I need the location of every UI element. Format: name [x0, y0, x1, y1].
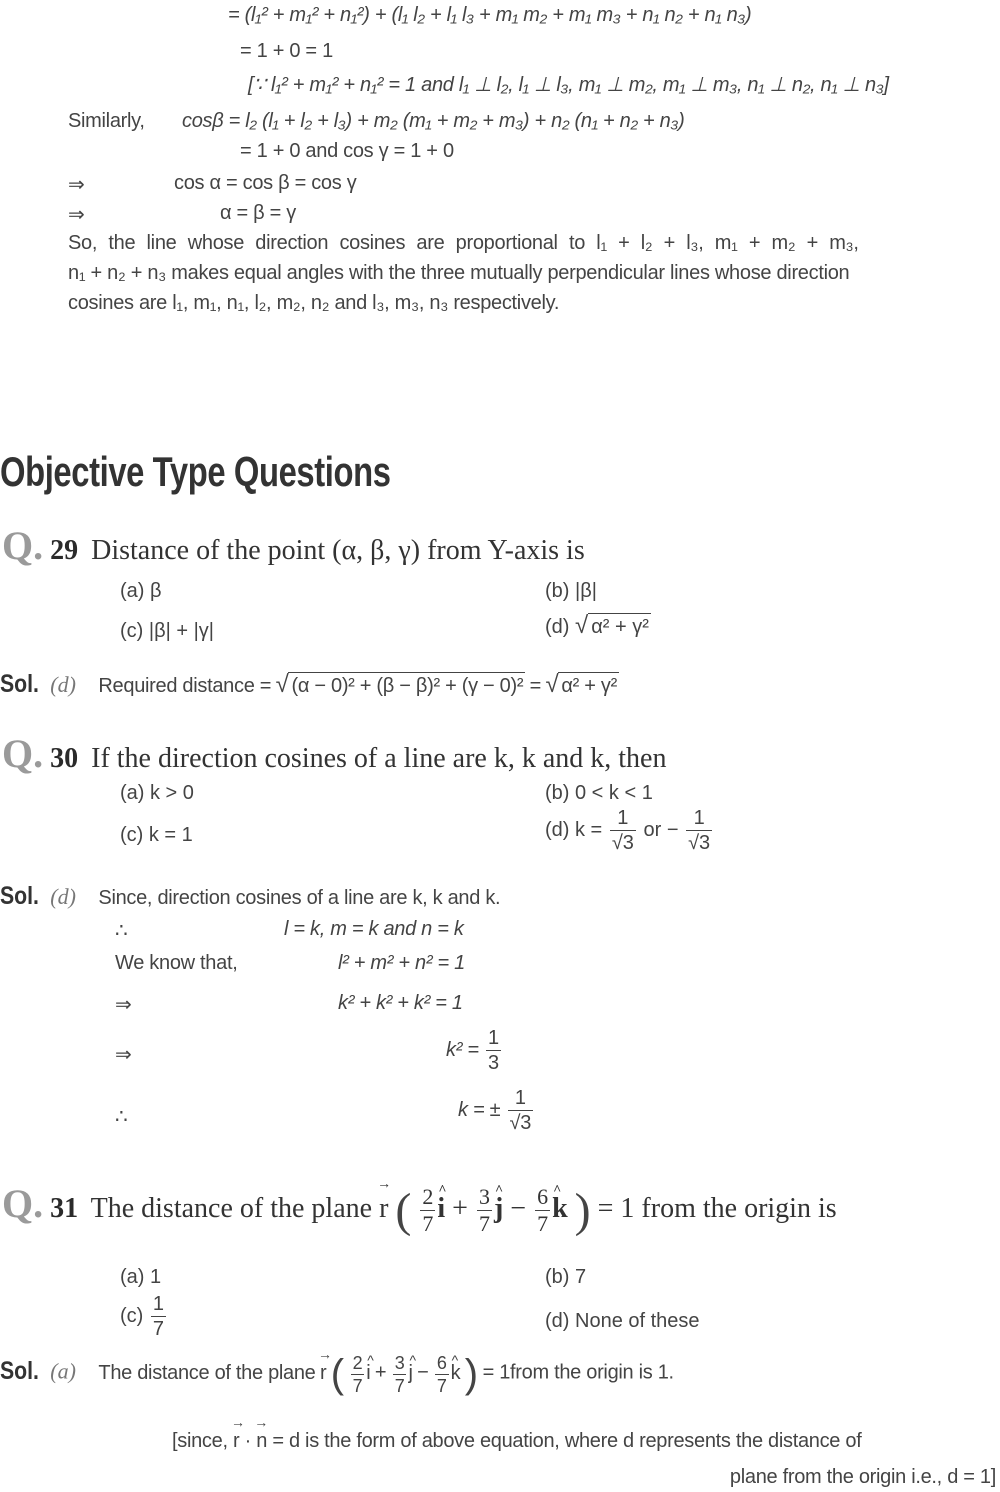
solution-note-line-1: [172, 1430, 861, 1453]
question-text: The distance of the plane: [90, 1193, 373, 1224]
denominator: 7: [478, 1211, 490, 1237]
or-text: or −: [643, 818, 679, 841]
option-d: [545, 808, 714, 853]
conclusion-line-1: So, the line whose direction cosines are proportional to l₁ + l₂ + l₃, m₁ + m₂ + m₃,: [68, 232, 859, 254]
derivation-line-3: [∵ l₁² + m₁² + n₁² = 1 and l₁ ⊥ l₂, l₁ ⊥ l₃, m₁ ⊥ m₂, m₁ ⊥ m₃, n₁ ⊥ n₂, n₁ ⊥ n₃]: [248, 74, 889, 96]
note-suffix: = d is the form of above equation, where d represents the distance of: [272, 1430, 862, 1452]
option-d: (d) None of these: [545, 1310, 700, 1332]
question-marker-icon: Q.: [2, 731, 44, 776]
question-marker-icon: Q.: [2, 523, 44, 568]
lhs: k = ±: [458, 1098, 501, 1121]
implies-symbol: ⇒: [68, 174, 85, 196]
radicand: α² + γ²: [588, 613, 651, 639]
denominator: 3: [487, 1052, 499, 1074]
option-d: [545, 612, 651, 640]
question-number: 31: [50, 1193, 79, 1224]
unit-vector-j: ^ j: [408, 1362, 412, 1385]
unit-vector-i: ^ i: [437, 1193, 445, 1225]
vector-r: → r: [233, 1430, 239, 1453]
option-c: (c) |β| + |γ|: [120, 620, 214, 642]
therefore-symbol: ∴: [115, 1106, 128, 1128]
solution-label: Sol.: [0, 882, 39, 910]
numerator: 6: [537, 1184, 549, 1210]
sqrt-icon: √: [575, 612, 589, 639]
implies-symbol: ⇒: [68, 204, 85, 226]
numerator: 1: [617, 807, 629, 829]
solution-answer: (d): [50, 884, 76, 909]
solution-line-3: l² + m² + n² = 1: [338, 952, 465, 974]
option-a: (a) β: [120, 580, 162, 602]
we-know-label: We know that,: [115, 952, 238, 974]
lhs: k² =: [446, 1038, 479, 1061]
question-number: 30: [50, 743, 79, 774]
operator: −: [417, 1361, 429, 1384]
numerator: 3: [394, 1353, 405, 1373]
left-paren: (: [395, 1184, 412, 1238]
sqrt-icon: √: [275, 671, 289, 698]
question-header: [2, 522, 585, 569]
left-paren: (: [330, 1352, 345, 1396]
derivation-line-6: cos α = cos β = cos γ: [174, 172, 357, 194]
numerator: 1: [487, 1027, 499, 1049]
solution-text-suffix: = 1from the origin is 1.: [482, 1361, 674, 1384]
solution-answer: (d): [50, 672, 76, 697]
note-prefix: [since,: [172, 1430, 228, 1452]
numerator: 3: [478, 1184, 490, 1210]
question-text-suffix: = 1 from the origin is: [597, 1193, 837, 1224]
conclusion-line-2: n₁ + n₂ + n₃ makes equal angles with the three mutually perpendicular lines whose direction: [68, 262, 850, 284]
similarly-label: Similarly,: [68, 110, 145, 132]
solution-label: Sol.: [0, 1356, 39, 1385]
option-d-label: (d) k =: [545, 818, 603, 841]
derivation-line-4: cosβ = l₂ (l₁ + l₂ + l₃) + m₂ (m₁ + m₂ + m₃) + n₂ (n₁ + n₂ + n₃): [182, 110, 685, 132]
solution-text: Required distance =: [98, 675, 272, 697]
option-b: (b) 0 < k < 1: [545, 782, 653, 804]
numerator: 2: [422, 1184, 434, 1210]
unit-vector-i: ^ i: [366, 1362, 370, 1385]
unit-vector-j: ^ j: [494, 1193, 503, 1225]
denominator: √3: [688, 832, 711, 854]
question-number: 29: [50, 535, 79, 566]
question-text: Distance of the point (α, β, γ) from Y-axis is: [91, 535, 585, 566]
question-text: If the direction cosines of a line are k, k and k, then: [91, 743, 667, 774]
option-b: (b) |β|: [545, 580, 597, 602]
denominator: 7: [394, 1376, 405, 1396]
denominator: 7: [352, 1376, 363, 1396]
radicand: (α − 0)² + (β − β)² + (γ − 0)²: [288, 672, 525, 698]
sqrt-icon: √: [545, 671, 559, 698]
implies-symbol: ⇒: [115, 1044, 132, 1066]
numerator: 6: [436, 1353, 447, 1373]
solution-line-6: [458, 1088, 535, 1133]
dot-operator: ·: [244, 1430, 251, 1452]
option-c: (c) k = 1: [120, 824, 193, 846]
question-header: [2, 730, 666, 777]
solution-text: The distance of the plane: [98, 1361, 316, 1384]
unit-vector-k: ^ k: [552, 1193, 568, 1225]
denominator: 7: [537, 1211, 549, 1237]
solution-line-2: l = k, m = k and n = k: [284, 918, 464, 940]
derivation-line-5: = 1 + 0 and cos γ = 1 + 0: [240, 140, 454, 162]
numerator: 1: [152, 1293, 165, 1315]
unit-vector-k: ^ k: [451, 1362, 461, 1385]
solution-30: [0, 882, 500, 911]
radicand: α² + γ²: [558, 672, 619, 698]
solution-answer: (a): [50, 1358, 76, 1384]
denominator: 7: [152, 1318, 165, 1340]
solution-label: Sol.: [0, 670, 39, 698]
solution-text: Since, direction cosines of a line are k, k and k.: [98, 887, 501, 909]
numerator: 2: [352, 1353, 363, 1373]
solution-line-4: k² + k² + k² = 1: [338, 992, 463, 1014]
right-paren: ): [574, 1184, 591, 1238]
option-c: [120, 1294, 168, 1339]
conclusion-line-3: cosines are l₁, m₁, n₁, l₂, m₂, n₂ and l₃, m₃, n₃ respectively.: [68, 292, 560, 314]
option-d-label: (d): [545, 616, 570, 638]
operator: +: [374, 1361, 387, 1384]
denominator: √3: [611, 832, 634, 854]
question-header: [2, 1180, 837, 1238]
operator: −: [510, 1193, 527, 1224]
therefore-symbol: ∴: [115, 920, 128, 942]
question-marker-icon: Q.: [2, 1181, 44, 1226]
denominator: 7: [436, 1376, 447, 1396]
derivation-line-1: = (l₁² + m₁² + n₁²) + (l₁ l₂ + l₁ l₃ + m₁ m₂ + m₁ m₃ + n₁ n₂ + n₁ n₃): [228, 4, 752, 26]
section-title: Objective Type Questions: [0, 448, 391, 495]
derivation-line-2: = 1 + 0 = 1: [240, 40, 333, 62]
solution-31: [0, 1352, 674, 1397]
option-c-label: (c): [120, 1304, 144, 1327]
solution-note-line-2: plane from the origin i.e., d = 1]: [729, 1466, 996, 1488]
solution-line-5: [446, 1028, 503, 1073]
numerator: 1: [693, 807, 705, 829]
derivation-line-7: α = β = γ: [220, 202, 296, 224]
option-a: (a) k > 0: [120, 782, 194, 804]
denominator: 7: [422, 1211, 434, 1237]
operator: +: [452, 1193, 468, 1224]
option-a: (a) 1: [120, 1266, 162, 1288]
vector-n: → n: [256, 1430, 267, 1453]
numerator: 1: [514, 1087, 526, 1109]
equals: =: [529, 675, 542, 697]
vector-r: → r: [379, 1193, 388, 1225]
right-paren: ): [464, 1352, 479, 1396]
implies-symbol: ⇒: [115, 994, 132, 1016]
denominator: √3: [509, 1112, 532, 1134]
option-b: (b) 7: [545, 1266, 587, 1288]
vector-r: → r: [320, 1362, 326, 1385]
solution-29: [0, 670, 619, 699]
